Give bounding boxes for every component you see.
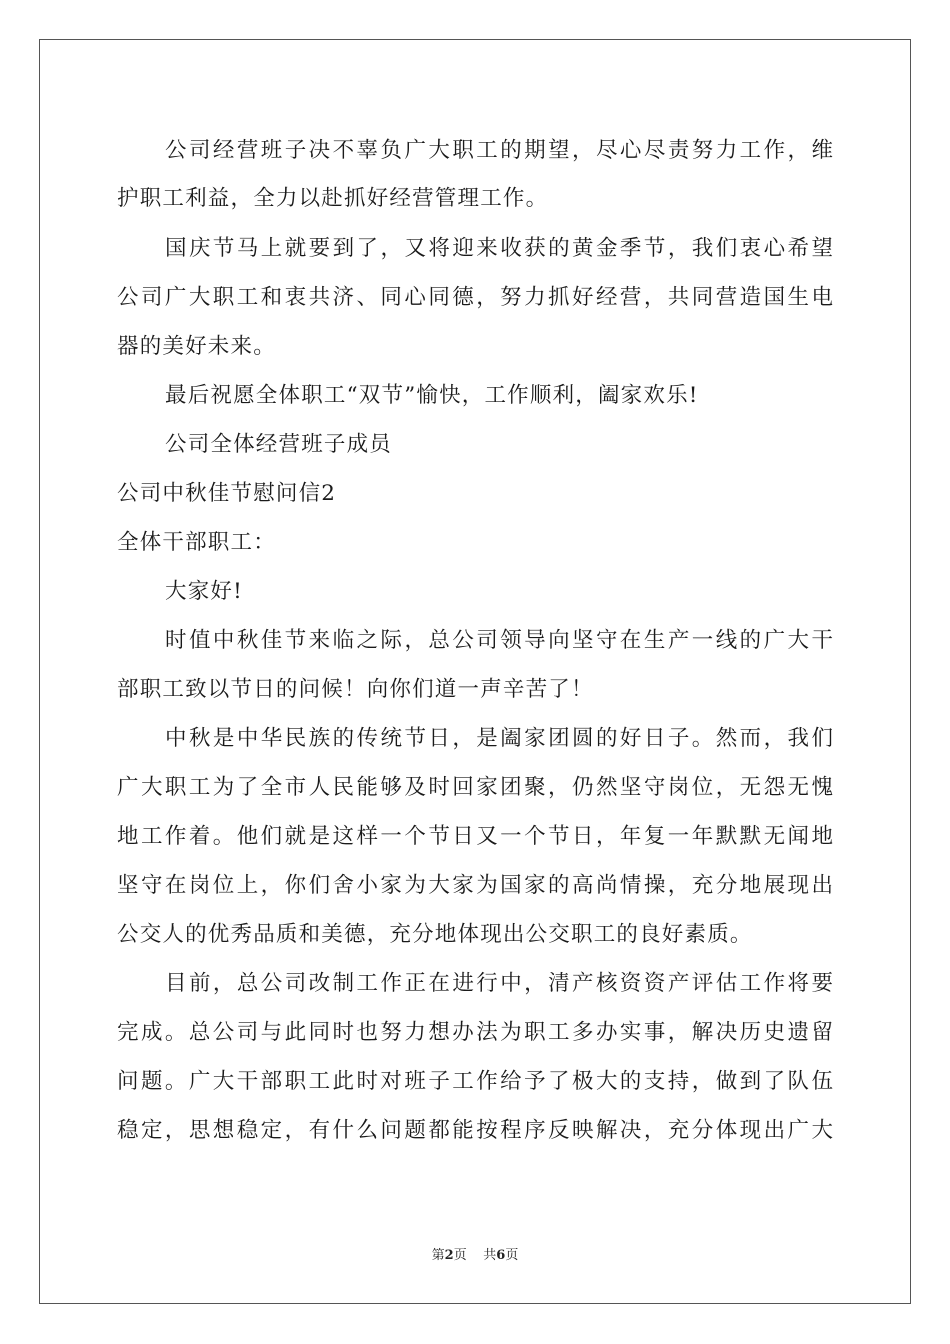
total-suffix: 页 (505, 1248, 519, 1263)
text-line: 中秋是中华民族的传统节日，是阖家团圆的好日子。然而，我们 (165, 726, 833, 751)
page-prefix: 第 (431, 1248, 445, 1263)
text-line: 最后祝愿全体职工“双节”愉快，工作顺利，阖家欢乐! (165, 383, 699, 408)
page-total: 6 (496, 1248, 506, 1263)
text-line: 广大职工为了全市人民能够及时回家团聚，仍然坚守岗位，无怨无愧 (117, 775, 833, 800)
signature-line: 公司全体经营班子成员 (165, 432, 393, 457)
text-line: 问题。广大干部职工此时对班子工作给予了极大的支持，做到了队伍 (117, 1069, 833, 1094)
text-line: 完成。总公司与此同时也努力想办法为职工多办实事，解决历史遗留 (117, 1020, 833, 1045)
text-line: 部职工致以节日的问候！向你们道一声辛苦了！ (117, 677, 594, 702)
text-line: 地工作着。他们就是这样一个节日又一个节日，年复一年默默无闻地 (117, 824, 833, 849)
text-line: 公交人的优秀品质和美德，充分地体现出公交职工的良好素质。 (117, 922, 753, 947)
text-line: 公司广大职工和衷共济、同心同德，努力抓好经营，共同营造国生电 (117, 285, 833, 310)
page-footer (0, 1247, 950, 1265)
section-title: 公司中秋佳节慰问信2 (117, 481, 337, 506)
salutation: 全体干部职工： (117, 530, 276, 555)
text-line: 目前，总公司改制工作正在进行中，清产核资资产评估工作将要 (165, 971, 833, 996)
text-line: 稳定，思想稳定，有什么问题都能按程序反映解决，充分体现出广大 (117, 1118, 833, 1143)
page-current: 2 (444, 1248, 454, 1263)
text-line: 护职工利益，全力以赴抓好经营管理工作。 (117, 186, 549, 211)
total-prefix: 共 (483, 1248, 497, 1263)
page-suffix: 页 (453, 1248, 467, 1263)
text-line: 时值中秋佳节来临之际，总公司领导向坚守在生产一线的广大干 (165, 628, 833, 653)
text-line: 国庆节马上就要到了，又将迎来收获的黄金季节，我们衷心希望 (165, 236, 833, 261)
text-line: 器的美好未来。 (117, 334, 276, 359)
text-line: 公司经营班子决不辜负广大职工的期望，尽心尽责努力工作，维 (165, 138, 833, 163)
text-line: 坚守在岗位上，你们舍小家为大家为国家的高尚情操，充分地展现出 (117, 873, 833, 898)
greeting: 大家好! (165, 579, 243, 604)
